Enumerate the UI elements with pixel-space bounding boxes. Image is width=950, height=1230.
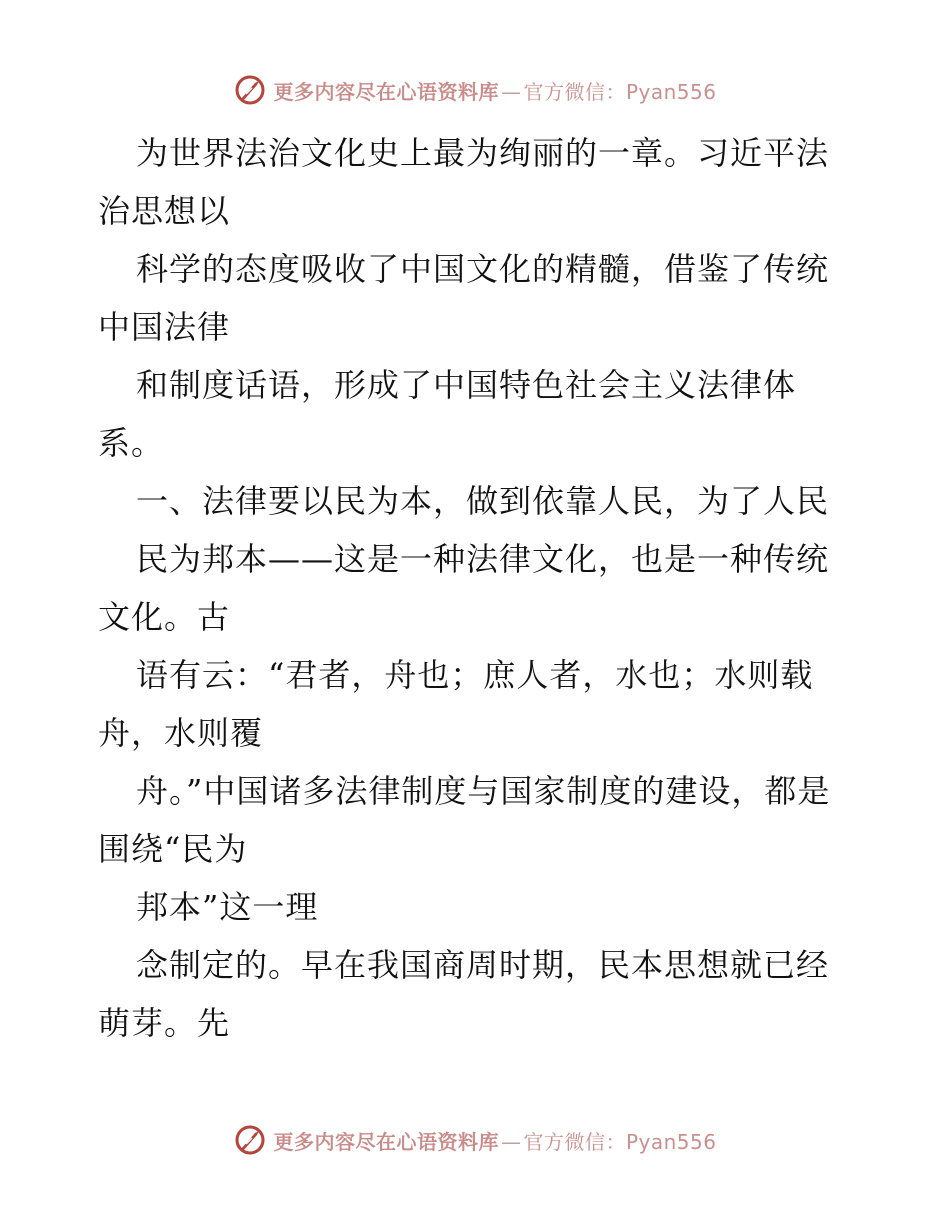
banner-dash: — bbox=[500, 1129, 522, 1154]
paragraph: 民为邦本——这是一种法律文化，也是一种传统文化。古 bbox=[98, 540, 830, 636]
paragraph: 念制定的。早在我国商周时期，民本思想就已经萌芽。先 bbox=[98, 946, 830, 1042]
banner-dash: — bbox=[500, 79, 522, 104]
header-banner bbox=[0, 68, 950, 112]
paragraph: 语有云：“君者，舟也；庶人者，水也；水则载舟，水则覆 bbox=[98, 656, 814, 752]
paragraph: 邦本”这一理 bbox=[136, 888, 319, 926]
footer-banner bbox=[0, 1118, 950, 1162]
banner-main-text: 更多内容尽在心语资料库 bbox=[273, 79, 499, 104]
paragraph: 和制度话语，形成了中国特色社会主义法律体系。 bbox=[98, 366, 797, 462]
paragraph: 为世界法治文化史上最为绚丽的一章。习近平法治思想以 bbox=[98, 134, 830, 230]
banner-text bbox=[273, 1126, 716, 1155]
document-body bbox=[98, 124, 858, 1052]
banner-main-text: 更多内容尽在心语资料库 bbox=[273, 1129, 499, 1154]
paragraph: 舟。”中国诸多法律制度与国家制度的建设，都是围绕“民为 bbox=[98, 772, 831, 868]
paragraph: 一、法律要以民为本，做到依靠人民，为了人民 bbox=[136, 482, 830, 520]
quill-logo-icon bbox=[233, 73, 267, 107]
quill-logo-icon bbox=[233, 1123, 267, 1157]
banner-wechat-text: 官方微信：Pyan556 bbox=[523, 79, 717, 104]
banner-wechat-text: 官方微信：Pyan556 bbox=[523, 1129, 717, 1154]
paragraph: 科学的态度吸收了中国文化的精髓，借鉴了传统中国法律 bbox=[98, 250, 830, 346]
banner-text bbox=[273, 76, 716, 105]
